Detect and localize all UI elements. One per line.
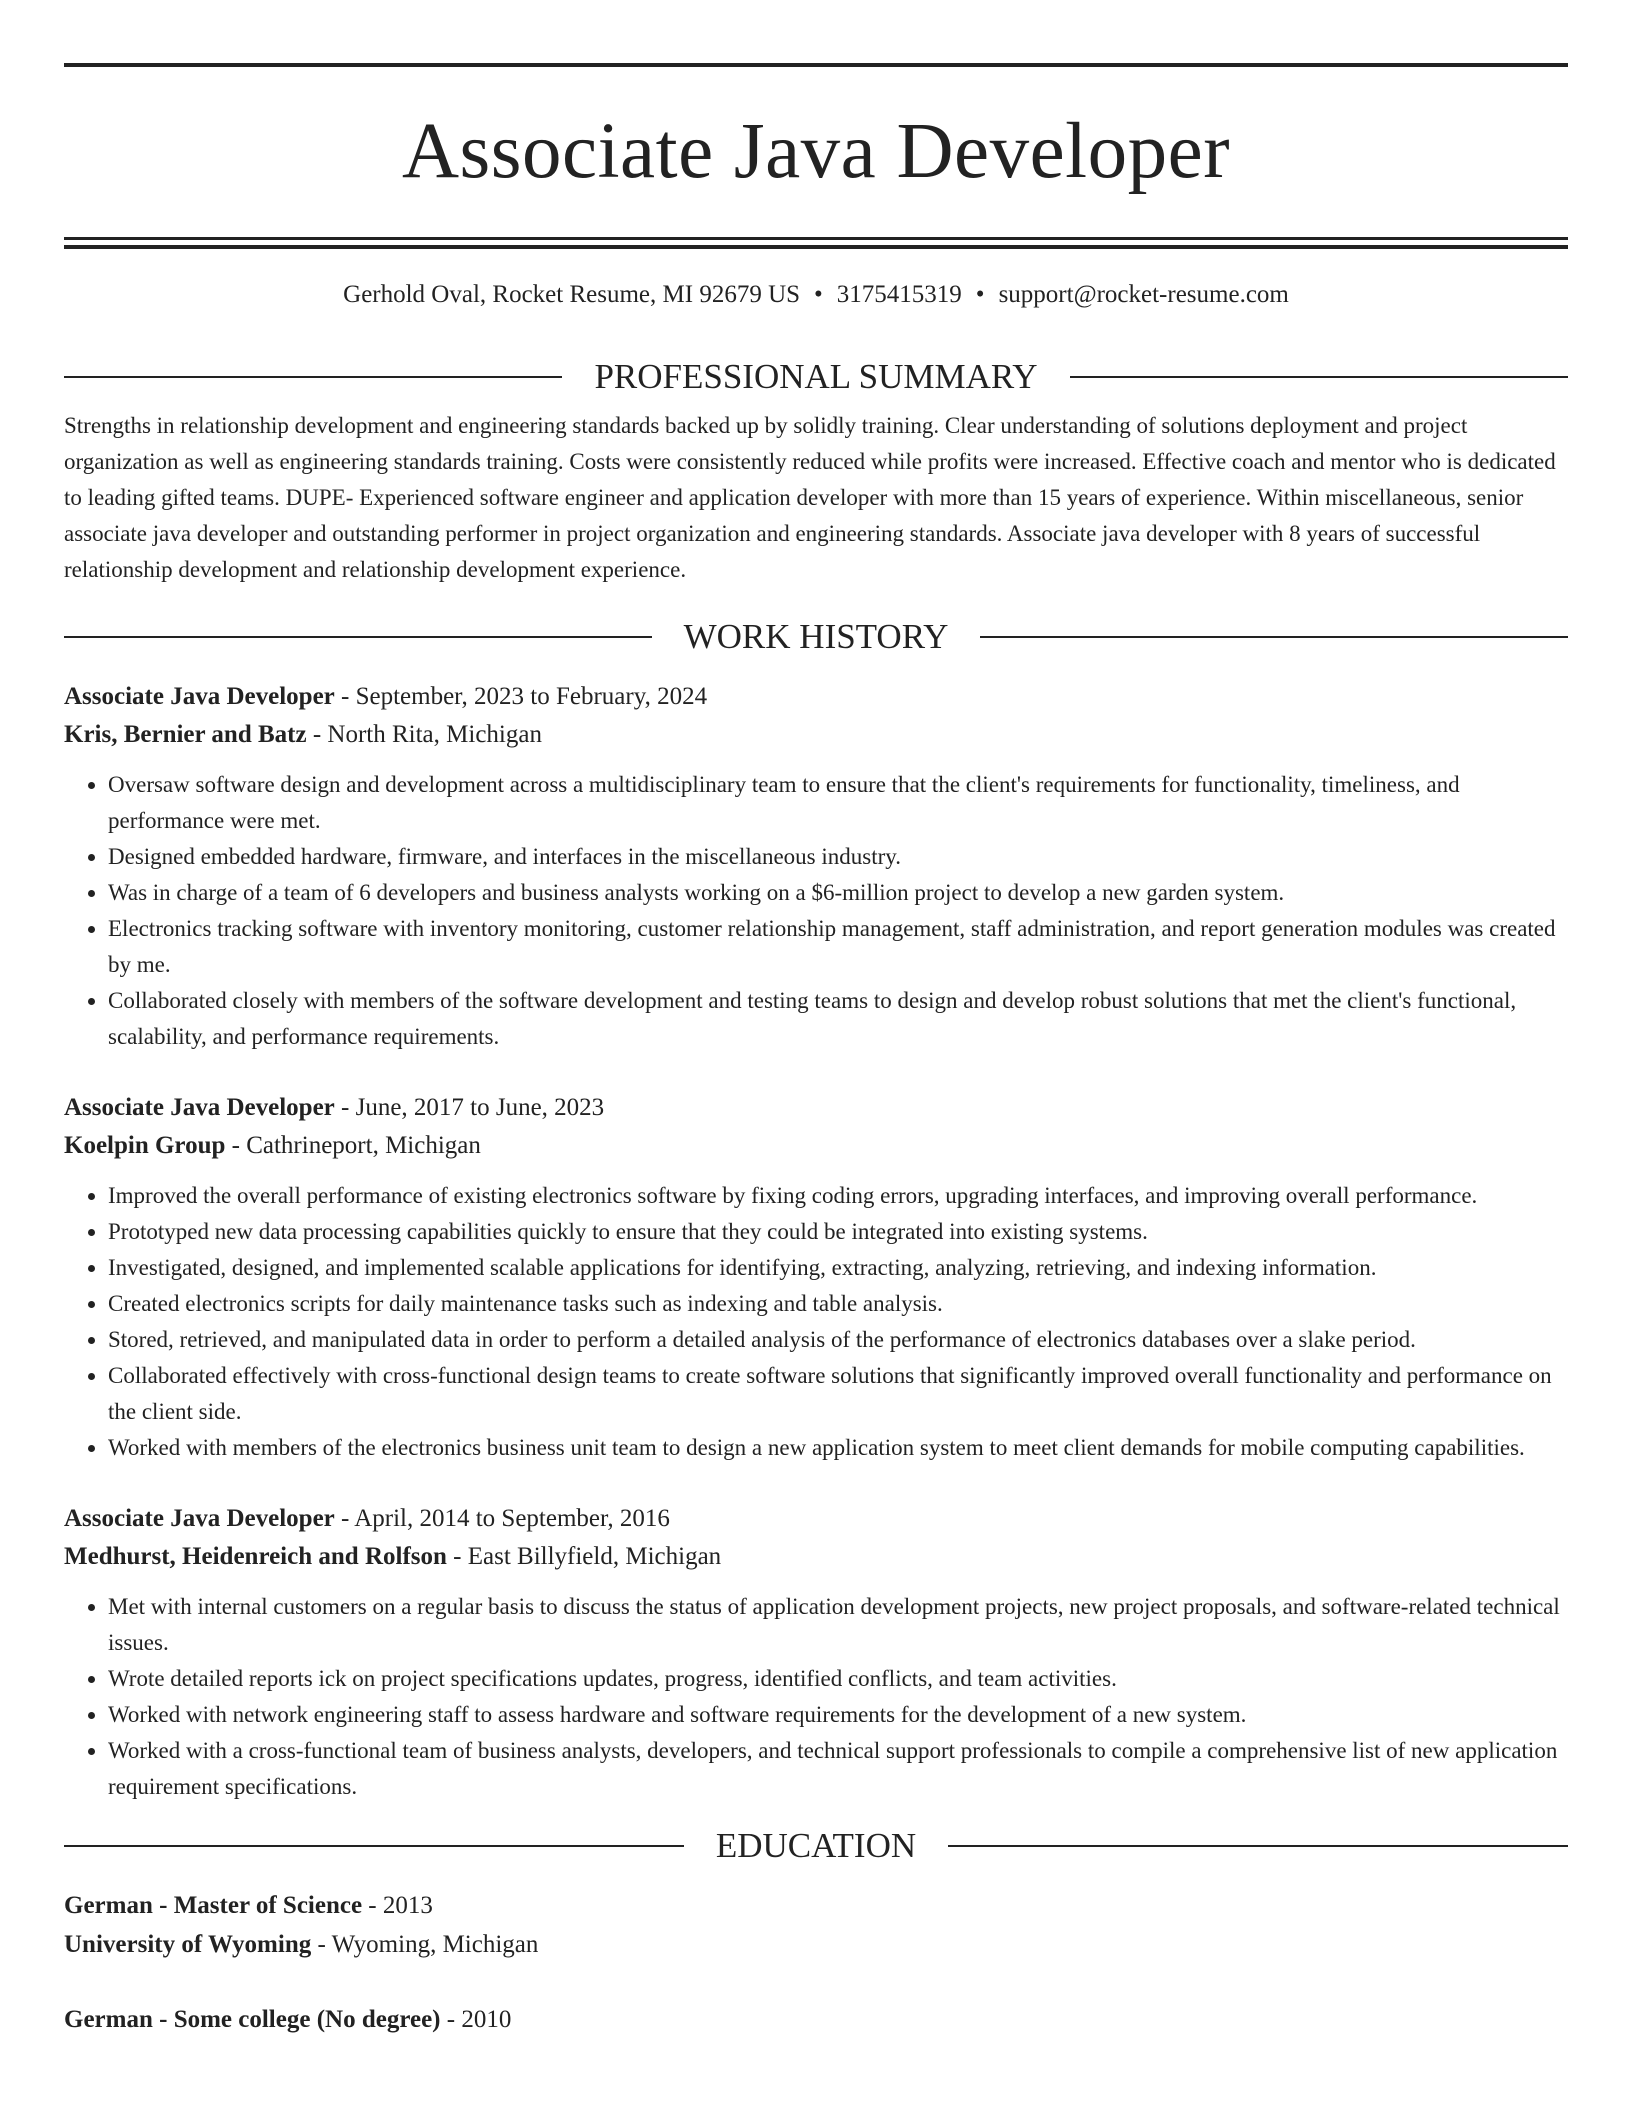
job-bullet: • Stored, retrieved, and manipulated data in order to perform a detailed analysis of the performance of electronics databases over a slake period. — [108, 1322, 1568, 1358]
title-double-rule — [64, 237, 1568, 249]
job-company: Medhurst, Heidenreich and Rolfson — [64, 1543, 447, 1570]
section-heading-label: EDUCATION — [715, 1826, 917, 1865]
job-location: - North Rita, Michigan — [306, 721, 542, 748]
job-dates: - April, 2014 to September, 2016 — [334, 1505, 670, 1532]
education-degree: German - Master of Science — [64, 1892, 363, 1919]
education-entry — [64, 1887, 1568, 1965]
job-company-line — [64, 1127, 1568, 1165]
education-entry — [64, 2001, 1568, 2039]
heading-rule-right — [1070, 376, 1568, 378]
heading-rule-right — [948, 1845, 1568, 1847]
job-bullet: • Worked with members of the electronics business unit team to design a new application system to meet client demands for mobile computing capabilities. — [108, 1430, 1568, 1466]
summary-text: Strengths in relationship development and engineering standards backed up by solidly training. Clear understanding of solutions deployment and project organization as well as engineering standards training. Costs were consistently reduced while profits were increased. Effective coach and mentor who is dedicated to leading gifted teams. DUPE- Experienced software engineer and application developer with more than 15 years of experience. Within miscellaneous, senior associate java developer and outstanding performer in project organization and engineering standards. Associate java developer with 8 years of successful relationship development and relationship development experience. — [64, 413, 1556, 582]
job-bullet-list — [64, 767, 1568, 1055]
job-bullet: • Wrote detailed reports ick on project specifications updates, progress, identified conflicts, and team activities. — [108, 1661, 1568, 1697]
section-heading-label: WORK HISTORY — [683, 617, 949, 656]
heading-rule-left — [64, 1845, 684, 1847]
education-degree-line — [64, 2001, 1568, 2039]
education-school: University of Wyoming — [64, 1931, 312, 1958]
job-bullet-list — [64, 1589, 1568, 1805]
education-school-line — [64, 1925, 1568, 1965]
job-title-line — [64, 1089, 1568, 1127]
job-bullet: • Collaborated effectively with cross-functional design teams to create software solutions that significantly improved overall functionality and performance on the client side. — [108, 1358, 1568, 1430]
job-title: Associate Java Developer — [64, 1094, 335, 1121]
job-bullet: • Met with internal customers on a regular basis to discuss the status of application development projects, new project proposals, and software-related technical issues. — [108, 1589, 1568, 1661]
job-dates: - June, 2017 to June, 2023 — [334, 1094, 605, 1121]
job-title-line — [64, 1500, 1568, 1538]
job-bullet: • Worked with network engineering staff to assess hardware and software requirements for the development of a new system. — [108, 1697, 1568, 1733]
section-heading-work-history — [64, 616, 1568, 658]
job-bullet: • Improved the overall performance of existing electronics software by fixing coding errors, upgrading interfaces, and improving overall performance. — [108, 1178, 1568, 1214]
job-title-line — [64, 678, 1568, 716]
job-bullet: • Oversaw software design and development across a multidisciplinary team to ensure that the client's requirements for functionality, timeliness, and performance were met. — [108, 767, 1568, 839]
job-bullet: • Worked with a cross-functional team of business analysts, developers, and technical support professionals to compile a comprehensive list of new application requirement specifications. — [108, 1733, 1568, 1805]
section-heading-label: PROFESSIONAL SUMMARY — [594, 357, 1038, 396]
heading-rule-right — [980, 636, 1568, 638]
top-rule — [64, 63, 1568, 67]
job-bullet: • Prototyped new data processing capabilities quickly to ensure that they could be integrated into existing systems. — [108, 1214, 1568, 1250]
heading-rule-left — [64, 636, 652, 638]
work-history-list — [64, 678, 1568, 1805]
job-bullet: • Was in charge of a team of 6 developers and business analysts working on a $6-million project to develop a new garden system. — [108, 875, 1568, 911]
education-list — [64, 1887, 1568, 2039]
job-title: Associate Java Developer — [64, 683, 335, 710]
job-entry — [64, 1089, 1568, 1466]
job-bullet: • Collaborated closely with members of the software development and testing teams to design and develop robust solutions that met the client's functional, scalability, and performance requirements. — [108, 983, 1568, 1055]
education-location: - Wyoming, Michigan — [311, 1931, 539, 1958]
education-year: - 2010 — [440, 2006, 512, 2033]
education-degree-line — [64, 1887, 1568, 1925]
contact-address: Gerhold Oval, Rocket Resume, MI 92679 US — [343, 281, 801, 308]
resume-title: Associate Java Developer — [402, 108, 1230, 195]
job-company-line — [64, 1538, 1568, 1576]
education-year: - 2013 — [362, 1892, 433, 1919]
job-company: Koelpin Group — [64, 1132, 226, 1159]
contact-phone: 3175415319 — [836, 281, 962, 308]
job-bullet-list — [64, 1178, 1568, 1466]
job-bullet: • Electronics tracking software with inventory monitoring, customer relationship management, staff administration, and report generation modules was created by me. — [108, 911, 1568, 983]
contact-separator: • — [975, 281, 985, 308]
contact-separator: • — [814, 281, 823, 308]
job-bullet: • Investigated, designed, and implemented scalable applications for identifying, extracting, analyzing, retrieving, and indexing information. — [108, 1250, 1568, 1286]
job-location: - East Billyfield, Michigan — [446, 1543, 722, 1570]
job-entry — [64, 678, 1568, 1055]
heading-rule-left — [64, 376, 562, 378]
section-heading-summary — [64, 356, 1568, 398]
job-company: Kris, Bernier and Batz — [64, 721, 307, 748]
job-dates: - September, 2023 to February, 2024 — [334, 683, 708, 710]
contact-email: support@rocket-resume.com — [998, 281, 1289, 308]
job-bullet: • Created electronics scripts for daily maintenance tasks such as indexing and table analysis. — [108, 1286, 1568, 1322]
contact-line — [64, 279, 1568, 311]
job-bullet: • Designed embedded hardware, firmware, and interfaces in the miscellaneous industry. — [108, 839, 1568, 875]
job-location: - Cathrineport, Michigan — [225, 1132, 481, 1159]
education-degree: German - Some college (No degree) — [64, 2006, 441, 2033]
job-company-line — [64, 716, 1568, 754]
section-heading-education — [64, 1825, 1568, 1867]
job-entry — [64, 1500, 1568, 1805]
job-title: Associate Java Developer — [64, 1505, 335, 1532]
